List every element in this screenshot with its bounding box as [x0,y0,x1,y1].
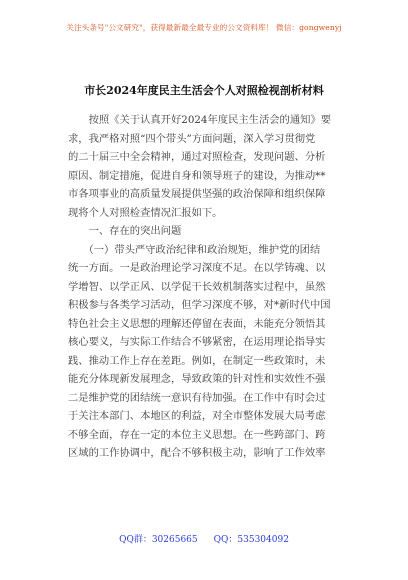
body-line: 不够全面，存在一定的本位主义思想。在一些跨部门、跨 [68,428,326,441]
header-promo-note: 关注头条号"公文研究"，获得最新最全最专业的公文资料库！ 微信：gongwenyj [66,23,342,32]
body-line: 于关注本部门、本地区的利益，对全市整体发展大局考虑 [68,410,326,422]
subsection-heading: （一）带头严守政治纪律和政治规矩，维护党的团结 [68,243,321,256]
body-line: 学增智、以学正风、以学促干长效机制落实过程中，虽然 [68,280,326,293]
body-line: 积极参与各类学习活动，但学习深度不够，对*新时代中国 [68,299,331,311]
body-line: 原因、制定措施，促进自身和领导班子的建设，为推动** [68,169,326,182]
body-line: 能充分体现新发展理念，导致政策的针对性和实效性不强 [68,373,326,385]
footer-qq: QQ：535304092 [213,535,289,545]
body-line: 的二十届三中全会精神，通过对照检查，发现问题、分析 [68,151,326,163]
body-line: 市各项事业的高质量发展提供坚强的政治保障和组织保障 [68,188,326,200]
body-line: 区域的工作协调中，配合不够积极主动，影响了工作效率 [68,447,326,459]
section-heading: 一、存在的突出问题 [68,225,182,237]
document-body [68,111,348,463]
body-line: 核心要义，与实际工作结合不够紧密，在运用理论指导实 [68,336,326,348]
body-line: 现将个人对照检查情况汇报如下。 [68,206,223,219]
body-line: 二是维护党的团结统一意识有待加强。在工作中有时会过 [68,391,326,404]
body-line: 统一方面。一是政治理论学习深度不足。在以学铸魂、以 [68,262,326,274]
body-line: 特色社会主义思想的理解还停留在表面，未能充分领悟其 [68,317,326,330]
body-line: 按照《关于认真开好2024年度民主生活会的通知》要 [68,114,332,126]
body-line: 求，我严格对照“四个带头”方面问题，深入学习贯彻党 [68,132,316,145]
footer-contact [0,532,408,545]
document-title: 市长2024年度民主生活会个人对照检视剖析材料 [84,84,324,97]
body-line: 践、推动工作上存在差距。例如，在制定一些政策时，未 [68,354,326,367]
footer-qq-group: QQ群：30265665 [119,535,198,545]
